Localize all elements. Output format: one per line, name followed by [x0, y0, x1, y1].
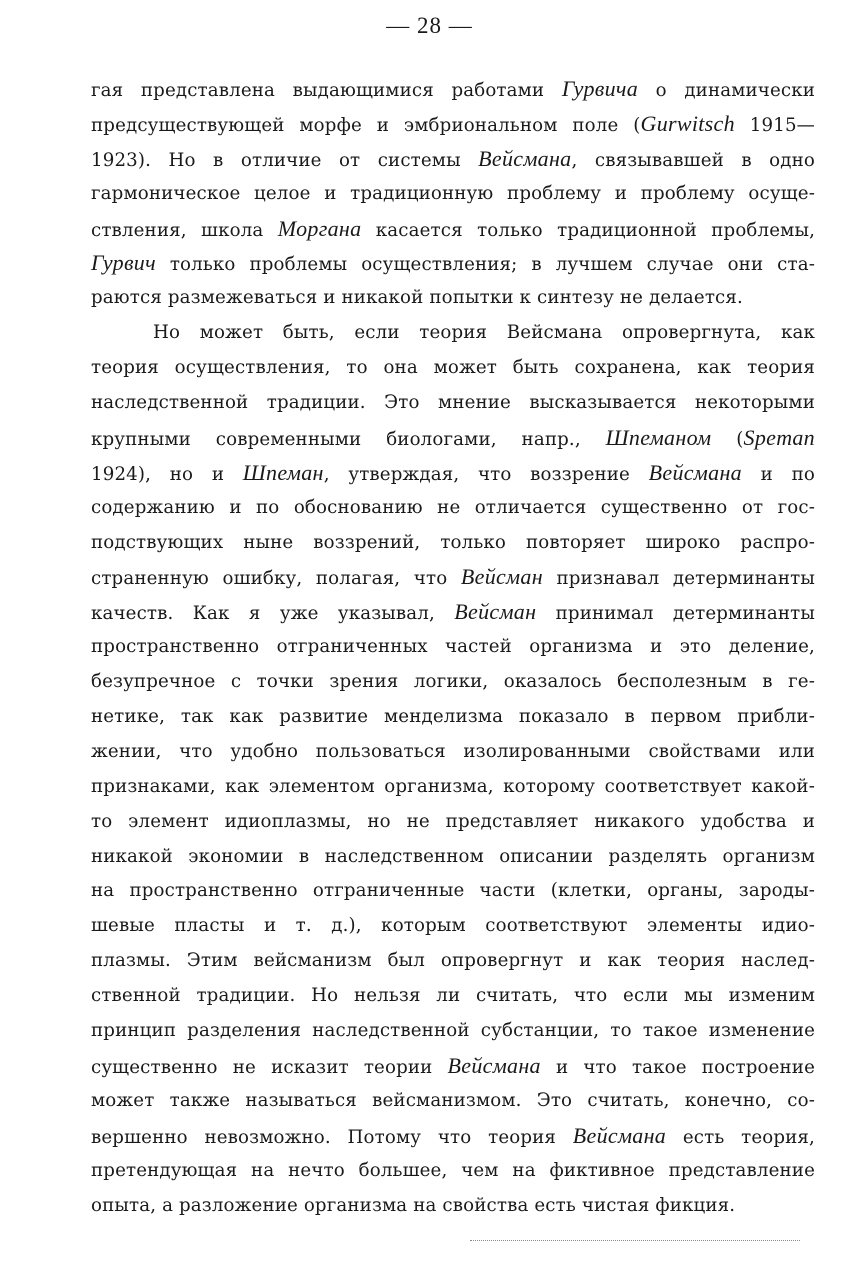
- text-run: безупречное с точки зрения логики, оказалось бесполезным в ге-: [91, 671, 815, 693]
- text-line: [91, 1049, 815, 1084]
- paragraph: [91, 316, 815, 1223]
- text-run: 1924), но и: [91, 463, 243, 485]
- italic-name: Моргана: [277, 215, 362, 241]
- scan-artifact: [470, 1240, 800, 1242]
- text-run: вершенно невозможно. Потому что теория: [91, 1126, 573, 1148]
- text-run: гармоническое целое и традиционную проблему и проблему осуще-: [91, 182, 815, 204]
- text-run: опыта, а разложение организма на свойства есть чистая фикция.: [91, 1194, 736, 1216]
- text-line: [91, 979, 815, 1014]
- text-run: принцип разделения наследственной субстанции, то такое изменение: [91, 1020, 815, 1042]
- text-run: содержанию и по обоснованию не отличается существенно от гос-: [91, 496, 815, 518]
- text-run: пространственно отграниченных частей организма и это деление,: [91, 636, 815, 658]
- text-run: качеств. Как я уже указывал,: [91, 603, 455, 625]
- text-run: есть теория,: [666, 1126, 815, 1148]
- italic-name: Шпеман: [242, 459, 324, 485]
- text-run: о динамически: [638, 80, 815, 101]
- text-line: [91, 72, 815, 107]
- text-run: теория осуществления, то она может быть сохранена, как теория: [91, 357, 815, 379]
- text-line: [91, 142, 815, 177]
- italic-name: Вейсмана: [447, 1052, 541, 1078]
- text-run: страненную ошибку, полагая, что: [91, 568, 461, 590]
- text-line: [91, 909, 815, 944]
- text-line: [91, 1014, 815, 1049]
- text-run: касается только традиционной проблемы,: [361, 219, 815, 241]
- text-line: [91, 246, 815, 281]
- text-line: [91, 212, 815, 247]
- body-text: [91, 72, 815, 1223]
- text-run: ственной традиции. Но нельзя ли считать, что если мы изменим: [91, 985, 815, 1007]
- text-run: признаками, как элементом организма, которому соответствует какой-: [91, 775, 815, 797]
- text-line: [91, 700, 815, 735]
- text-run: принимал детерминанты: [536, 603, 815, 625]
- text-line: [91, 386, 815, 421]
- text-run: крупными современными биологами, напр.,: [91, 428, 606, 450]
- text-line: [91, 944, 815, 979]
- text-run: признавал детерминанты: [542, 568, 815, 590]
- italic-name: Speman: [743, 424, 815, 450]
- paragraph: [91, 72, 815, 316]
- text-run: предсуществующей морфе и эмбриональном поле (: [91, 114, 641, 136]
- text-run: раются размежеваться и никакой попытки к синтезу не делается.: [91, 287, 743, 309]
- text-run: и что такое построение: [540, 1056, 815, 1078]
- text-run: Но может быть, если теория Вейсмана опровергнута, как: [153, 322, 815, 344]
- text-run: плазмы. Этим вейсманизм был опровергнут и как теория наслед-: [91, 950, 815, 972]
- text-line: [91, 491, 815, 526]
- text-line: [91, 281, 815, 316]
- text-line: [91, 630, 815, 665]
- text-line: [91, 351, 815, 386]
- italic-name: Вейсман: [460, 564, 543, 590]
- italic-name: Шпеманом: [605, 424, 712, 450]
- text-run: только проблемы осуществления; в лучшем случае они ста-: [155, 254, 815, 276]
- text-line: [91, 735, 815, 770]
- text-run: может также называться вейсманизмом. Это считать, конечно, со-: [91, 1089, 815, 1111]
- text-run: нетике, так как развитие менделизма показало в первом прибли-: [91, 706, 815, 728]
- italic-name: Вейсмана: [478, 145, 572, 171]
- text-line: [91, 560, 815, 595]
- text-line: [91, 1084, 815, 1119]
- text-line: [91, 316, 815, 351]
- text-run: ствления, школа: [91, 219, 278, 241]
- text-line: [91, 1189, 815, 1224]
- text-line: [91, 874, 815, 909]
- text-run: существенно не исказит теории: [91, 1056, 448, 1078]
- text-run: жении, что удобно пользоваться изолированными свойствами или: [91, 740, 815, 762]
- text-line: [91, 665, 815, 700]
- text-line: [91, 840, 815, 875]
- text-line: [91, 421, 815, 456]
- text-line: [91, 107, 815, 142]
- italic-name: Гурвича: [561, 76, 639, 101]
- text-run: (: [711, 428, 744, 450]
- text-run: 1923). Но в отличие от системы: [91, 149, 479, 171]
- italic-name: Гурвич: [91, 250, 156, 276]
- text-run: подствующих ныне воззрений, только повторяет широко распро-: [91, 531, 815, 553]
- text-run: то элемент идиоплазмы, но не представляет никакого удобства и: [91, 810, 815, 832]
- text-run: 1915—: [734, 114, 815, 136]
- text-line: [91, 595, 815, 630]
- text-run: шевые пласты и т. д.), которым соответствуют элементы идио-: [91, 915, 815, 937]
- text-line: [91, 1154, 815, 1189]
- text-run: , связывавшей в одно: [571, 149, 815, 171]
- text-run: на пространственно отграниченные части (клетки, органы, зароды-: [91, 880, 815, 902]
- italic-name: Gurwitsch: [640, 110, 735, 136]
- text-line: [91, 805, 815, 840]
- italic-name: Вейсмана: [648, 459, 742, 485]
- text-run: гая представлена выдающимися работами: [91, 80, 562, 101]
- page-number: — 28 —: [386, 13, 473, 38]
- text-line: [91, 177, 815, 212]
- text-run: никакой экономии в наследственном описании разделять организм: [91, 845, 815, 867]
- italic-name: Вейсмана: [572, 1122, 667, 1148]
- text-run: наследственной традиции. Это мнение высказывается некоторыми: [91, 392, 815, 414]
- text-line: [91, 526, 815, 561]
- text-line: [91, 456, 815, 491]
- text-run: претендующая на нечто большее, чем на фиктивное представление: [91, 1159, 815, 1181]
- text-run: , утверждая, что воззрение: [323, 463, 649, 485]
- text-line: [91, 1119, 815, 1154]
- text-line: [91, 770, 815, 805]
- italic-name: Вейсман: [454, 599, 537, 625]
- text-run: и по: [741, 463, 815, 485]
